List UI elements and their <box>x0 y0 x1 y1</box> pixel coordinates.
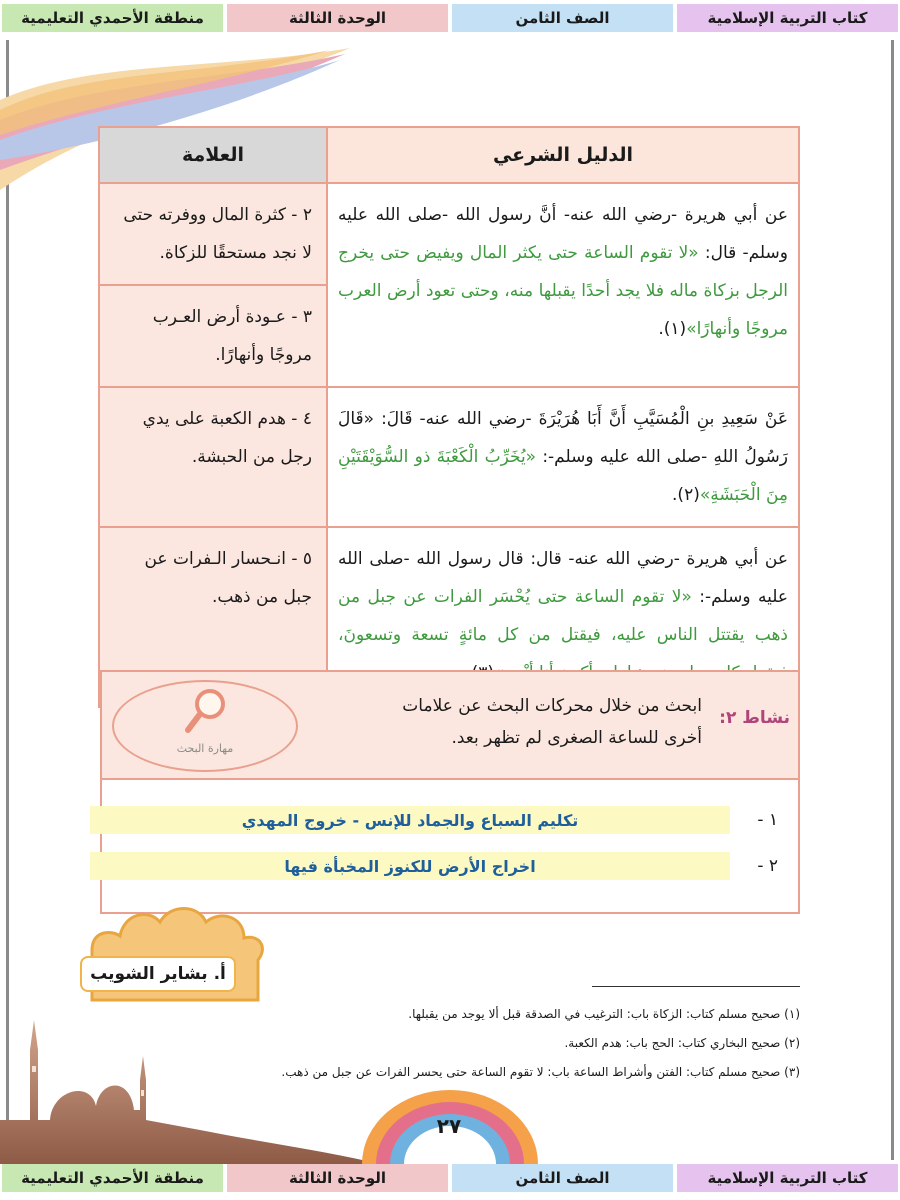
footnote-divider <box>592 986 800 987</box>
header-region: منطقة الأحمدي التعليمية <box>2 4 223 32</box>
proof-cell <box>327 387 799 527</box>
header-grade: الصف الثامن <box>452 4 673 32</box>
header-unit: الوحدة الثالثة <box>227 4 448 32</box>
answer-field[interactable]: اخراج الأرض للكنوز المخبأة فيها <box>90 852 730 880</box>
col-sign-header: العلامة <box>99 127 327 183</box>
footer-unit: الوحدة الثالثة <box>227 1164 448 1192</box>
sign-cell: ٢ - كثرة المال ووفرته حتى لا نجد مستحقًا للزكاة. <box>99 183 327 285</box>
sign-cell: ٤ - هدم الكعبة على يدي رجل من الحبشة. <box>99 387 327 527</box>
table-row <box>99 183 799 285</box>
header-book: كتاب التربية الإسلامية <box>677 4 898 32</box>
page-frame-right <box>891 40 894 1160</box>
proof-quote: «لا تقوم الساعة حتى يكثر المال ويفيض حتى يخرج الرجل بزكاة ماله فلا يجد أحدًا يقبلها منه، وحتى تعود أرض العرب مروجًا وأنهارًا» <box>338 243 788 339</box>
footnote-item: (٢) صحيح البخاري كتاب: الحج باب: هدم الكعبة. <box>564 1036 800 1050</box>
footnote-item: (١) صحيح مسلم كتاب: الزكاة باب: الترغيب في الصدقة قبل ألا يوجد من يقبلها. <box>408 1007 800 1021</box>
footer-bar <box>0 1164 900 1200</box>
activity-instructions: ابحث من خلال محركات البحث عن علامات أخرى للساعة الصغرى لم تظهر بعد. <box>402 696 702 748</box>
answer-row <box>90 852 778 880</box>
skill-label: مهارة البحث <box>176 742 234 755</box>
footnote-item: (٣) صحيح مسلم كتاب: الفتن وأشراط الساعة باب: لا تقوم الساعة حتى يحسر الفرات عن جبل من ذهب. <box>281 1065 800 1079</box>
table-header-row <box>99 127 799 183</box>
skill-badge <box>112 680 298 772</box>
activity-box <box>100 670 800 914</box>
magnifier-icon <box>182 686 232 742</box>
proof-text: عَنْ سَعِيدِ بنِ الْمُسَيَّبِ أَنَّ أَبَا هُرَيْرَةَ -رضي الله عنه- قَالَ: «قَالَ رَسُولُ اللهِ -صلى الله عليه وسلم-: <box>338 409 788 467</box>
proof-text: عن أبي هريرة -رضي الله عنه- قال: قال رسول الله -صلى الله عليه وسلم-: <box>338 549 788 607</box>
activity-label: نشاط ٢: <box>719 708 790 728</box>
answer-number: ٢ - <box>757 856 778 876</box>
table-row <box>99 387 799 527</box>
answer-number: ١ - <box>757 810 778 830</box>
sign-cell: ٣ - عـودة أرض العـرب مروجًا وأنهارًا. <box>99 285 327 387</box>
header-bar <box>0 4 900 40</box>
author-name: أ. بشاير الشويب <box>80 956 236 992</box>
answer-field[interactable]: تكليم السباع والجماد للإنس - خروج المهدي <box>90 806 730 834</box>
activity-header <box>102 672 798 780</box>
mosque-decoration <box>0 1010 380 1164</box>
proof-quote: «لا تقوم الساعة حتى يُحْسَر الفرات عن جبل من ذهب يقتتل الناس عليه، فيقتل من كل مائةٍ تسعة وتسعونَ، <box>338 587 788 645</box>
col-proof-header: الدليل الشرعي <box>327 127 799 183</box>
proof-text: عن أبي هريرة -رضي الله عنه- أنَّ رسول الله -صلى الله عليه وسلم- قال: <box>338 205 788 263</box>
page-number: ٢٧ <box>436 1114 462 1138</box>
answer-row <box>90 806 778 834</box>
signs-table <box>98 126 800 708</box>
proof-cell <box>327 183 799 387</box>
sign-cell: ٥ - انـحسار الـفرات عن جبل من ذهب. <box>99 527 327 707</box>
proof-quote: «يُخَرِّبُ الْكَعْبَةَ ذو السُّوَيْقَتَيْنِ مِنَ الْحَبَشَةِ» <box>338 447 788 505</box>
footer-grade: الصف الثامن <box>452 1164 673 1192</box>
footer-region: منطقة الأحمدي التعليمية <box>2 1164 223 1192</box>
proof-ref: (١). <box>658 319 687 339</box>
proof-ref: (٢). <box>672 485 700 505</box>
footer-book: كتاب التربية الإسلامية <box>677 1164 898 1192</box>
answers-area <box>102 780 798 912</box>
